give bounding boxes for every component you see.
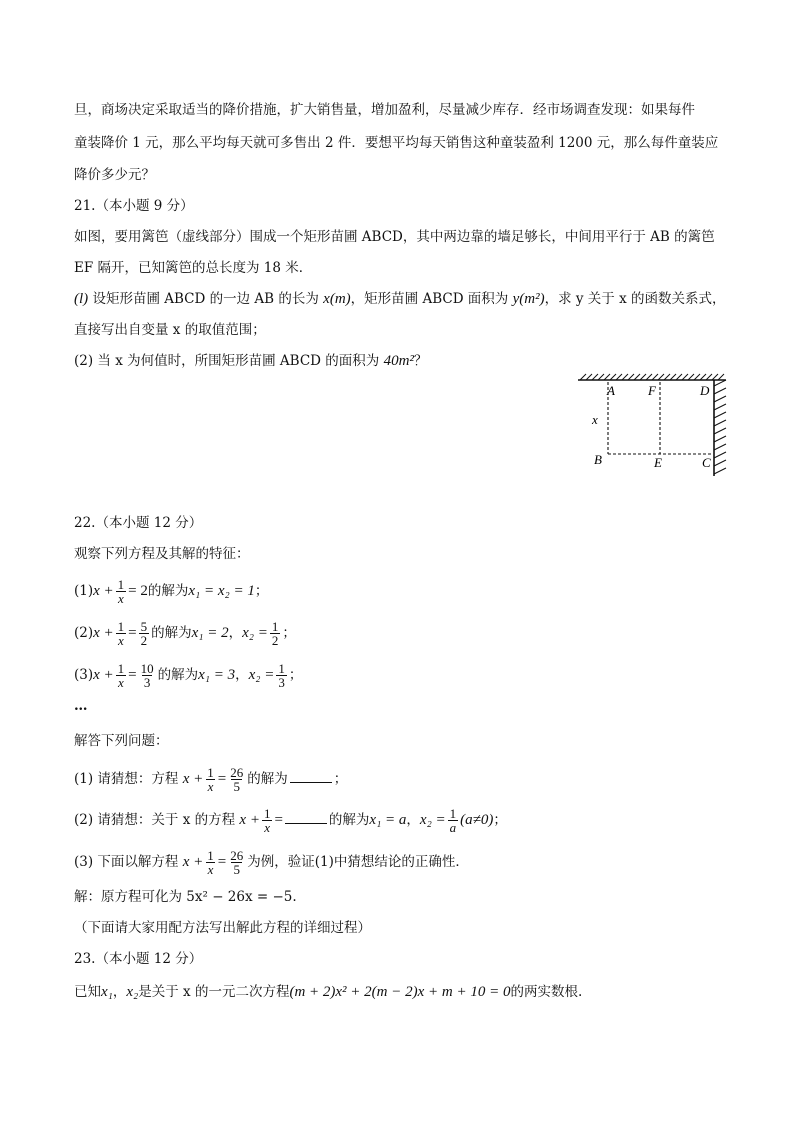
q21-s1-xm: x(m) [323, 291, 351, 307]
q21-s1-text-b: ，矩形苗圃 ABCD 面积为 [350, 291, 513, 307]
a1-numerator: 1 [207, 765, 214, 780]
label-C: C [702, 455, 711, 470]
eq2-end: ； [282, 625, 296, 641]
eq3-solution-1: x₁ = 3 [198, 667, 236, 683]
q23-x1: x₁ [101, 984, 113, 1000]
eq3-mid: 的解为 [157, 667, 199, 683]
q23-sep: ， [112, 984, 127, 1000]
label-D: D [700, 383, 710, 398]
right-wall-hatch [714, 380, 726, 474]
a2-text-a: (2) 请猜想：关于 x 的方程 [74, 812, 240, 828]
eq2-denominator: x [118, 633, 124, 648]
q21-s2-text-b: ？ [413, 353, 428, 369]
eq2-sol-numerator: 1 [271, 619, 279, 634]
q21-header: 21.（本小题 9 分） [74, 198, 194, 214]
a3-x: x + [182, 854, 204, 870]
a2-sep: ， [406, 812, 420, 828]
intro-line-3: 降价多少元？ [74, 167, 155, 183]
q23-header: 23.（本小题 12 分） [74, 951, 203, 967]
q22-equation-2 [74, 620, 296, 647]
eq3-sol-denominator: 3 [278, 675, 285, 690]
eq3-denominator: x [118, 675, 124, 690]
eq2-sep: ， [228, 625, 243, 641]
q22-note: （下面请大家用配方法写出解此方程的详细过程） [74, 920, 371, 936]
a3-text-b: 为例，验证(1)中猜想结论的正确性． [247, 854, 469, 870]
intro-line-2: 童装降价 1 元，那么平均每天就可多售出 2 件．要想平均每天销售这种童装盈利 1200 元，那么每件童装应 [74, 135, 719, 151]
a1-answer-blank[interactable] [290, 768, 332, 783]
q23-body [74, 982, 582, 1002]
a2-solution-fraction [448, 807, 459, 834]
eq3-sol-numerator: 1 [278, 661, 285, 676]
q23-text-b: 是关于 x 的一元二次方程 [138, 984, 290, 1000]
q21-paragraph-2: EF 隔开，已知篱笆的总长度为 18 米． [74, 260, 313, 276]
q21-s1-text-a: 设矩形苗圃 ABCD 的一边 AB 的长为 [88, 291, 324, 307]
eq3-numerator: 1 [117, 661, 125, 676]
eq2-x: x + [93, 625, 114, 641]
a3-rhs-fraction [228, 849, 245, 876]
a1-rhs-fraction [228, 766, 245, 793]
a2-sol-numerator: 1 [449, 806, 457, 821]
eq1-numerator: 1 [117, 577, 125, 592]
eq3-equals: = [128, 667, 137, 683]
q22-ellipsis: … [74, 698, 88, 714]
a2-numerator: 1 [263, 806, 271, 821]
q22-intro: 观察下列方程及其解的特征： [74, 546, 250, 562]
eq2-equals: = [128, 625, 137, 641]
eq3-rhs-fraction [139, 662, 156, 689]
q22-answer-intro: 解答下列问题： [74, 733, 169, 749]
a2-answer-blank[interactable] [285, 809, 327, 824]
eq2-solution-2: x₂ = [242, 625, 268, 641]
eq3-solution-2: x₂ = [248, 667, 275, 683]
a3-denominator: x [207, 862, 214, 877]
q21-s2-area: 40m² [383, 353, 414, 369]
eq1-mid: 的解为 [147, 583, 189, 599]
q21-s2-text-a: (2) 当 x 为何值时，所围矩形苗圃 ABCD 的面积为 [74, 353, 384, 369]
a2-x: x + [239, 812, 260, 828]
eq1-end: ； [254, 583, 269, 599]
eq2-mid: 的解为 [151, 625, 192, 641]
a2-fraction [262, 807, 273, 834]
eq2-rhs-numerator: 5 [140, 619, 148, 634]
eq1-x: x + [93, 583, 114, 599]
a2-end: ； [493, 812, 507, 828]
q21-s1-label: (l) [74, 291, 89, 307]
a2-solution-1: x₁ = a [369, 812, 407, 828]
eq2-rhs-denominator: 2 [140, 633, 148, 648]
label-A: A [607, 383, 615, 398]
q22-answer-3 [74, 849, 469, 876]
q22-header: 22.（本小题 12 分） [74, 515, 203, 531]
eq1-denominator: x [118, 591, 124, 606]
eq2-solution-fraction [270, 620, 281, 647]
a3-equals: = [217, 854, 227, 870]
eq1-rhs: = 2 [128, 583, 148, 599]
a3-rhs-numerator: 26 [230, 848, 244, 863]
q21-s1-ym: y(m²) [512, 291, 545, 307]
eq2-rhs-fraction [139, 620, 150, 647]
q23-text-c: 的两实数根. [510, 984, 583, 1000]
a3-numerator: 1 [207, 848, 214, 863]
eq3-sep: ， [235, 667, 249, 683]
eq1-label: (1) [74, 583, 94, 599]
a1-equals: = [217, 771, 227, 787]
q21-fence-figure [574, 372, 734, 482]
a3-text-a: (3) 下面以解方程 [74, 854, 183, 870]
q21-s1-text-c: ，求 y 关于 x 的函数关系式， [544, 291, 726, 307]
q21-subquestion-1 [74, 289, 726, 309]
a1-x: x + [182, 771, 204, 787]
a1-fraction [205, 766, 216, 793]
a2-sol-denominator: a [449, 820, 457, 835]
q22-equation-1 [74, 578, 268, 605]
eq1-solution: x₁ = x₂ = 1 [188, 583, 255, 599]
label-F: F [648, 383, 656, 398]
eq3-x: x + [93, 667, 114, 683]
q23-x2: x₂ [126, 984, 139, 1000]
q23-text-a: 已知 [74, 984, 101, 1000]
eq3-solution-fraction [276, 662, 287, 689]
eq2-solution-1: x₁ = 2 [191, 625, 229, 641]
q23-equation: (m + 2)x² + 2(m − 2)x + m + 10 = 0 [289, 984, 511, 1000]
eq3-end: ； [288, 667, 303, 683]
a2-denominator: x [264, 820, 271, 835]
q22-answer-1 [74, 766, 347, 793]
eq2-numerator: 1 [117, 619, 125, 634]
eq3-rhs-numerator: 10 [140, 661, 154, 676]
eq1-fraction [116, 578, 127, 605]
q22-answer-2 [74, 807, 507, 834]
a2-text-b: 的解为 [328, 812, 370, 828]
a1-text-b: 的解为 [247, 771, 288, 787]
intro-line-1: 旦，商场决定采取适当的降价措施，扩大销售量，增加盈利，尽量减少库存．经市场调查发现：如果每件 [74, 102, 695, 118]
a1-end: ； [333, 771, 348, 787]
a3-fraction [205, 849, 216, 876]
a2-equals: = [274, 812, 283, 828]
q21-subquestion-1-line2: 直接写出自变量 x 的取值范围； [74, 322, 266, 338]
eq2-label: (2) [74, 625, 94, 641]
a1-text-a: (1) 请猜想：方程 [74, 771, 183, 787]
eq2-sol-denominator: 2 [271, 633, 279, 648]
label-B: B [594, 452, 602, 467]
eq3-fraction [116, 662, 127, 689]
a1-rhs-numerator: 26 [230, 765, 244, 780]
a1-denominator: x [207, 779, 214, 794]
a2-condition: (a≠0) [460, 812, 494, 828]
label-x: x [592, 412, 598, 427]
label-E: E [654, 455, 662, 470]
eq2-fraction [116, 620, 127, 647]
top-wall-hatch [580, 374, 724, 380]
q21-paragraph-1: 如图，要用篱笆（虚线部分）围成一个矩形苗圃 ABCD，其中两边靠的墙足够长，中间用平行于 AB 的篱笆 [74, 229, 715, 245]
eq3-rhs-denominator: 3 [143, 675, 151, 690]
a3-rhs-denominator: 5 [233, 862, 240, 877]
eq3-label: (3) [74, 667, 94, 683]
a1-rhs-denominator: 5 [233, 779, 240, 794]
q21-subquestion-2 [74, 351, 427, 371]
q22-solution-start: 解：原方程可化为 5x² − 26x = −5. [74, 889, 297, 905]
q22-equation-3 [74, 662, 302, 689]
a2-solution-2: x₂ = [419, 812, 446, 828]
